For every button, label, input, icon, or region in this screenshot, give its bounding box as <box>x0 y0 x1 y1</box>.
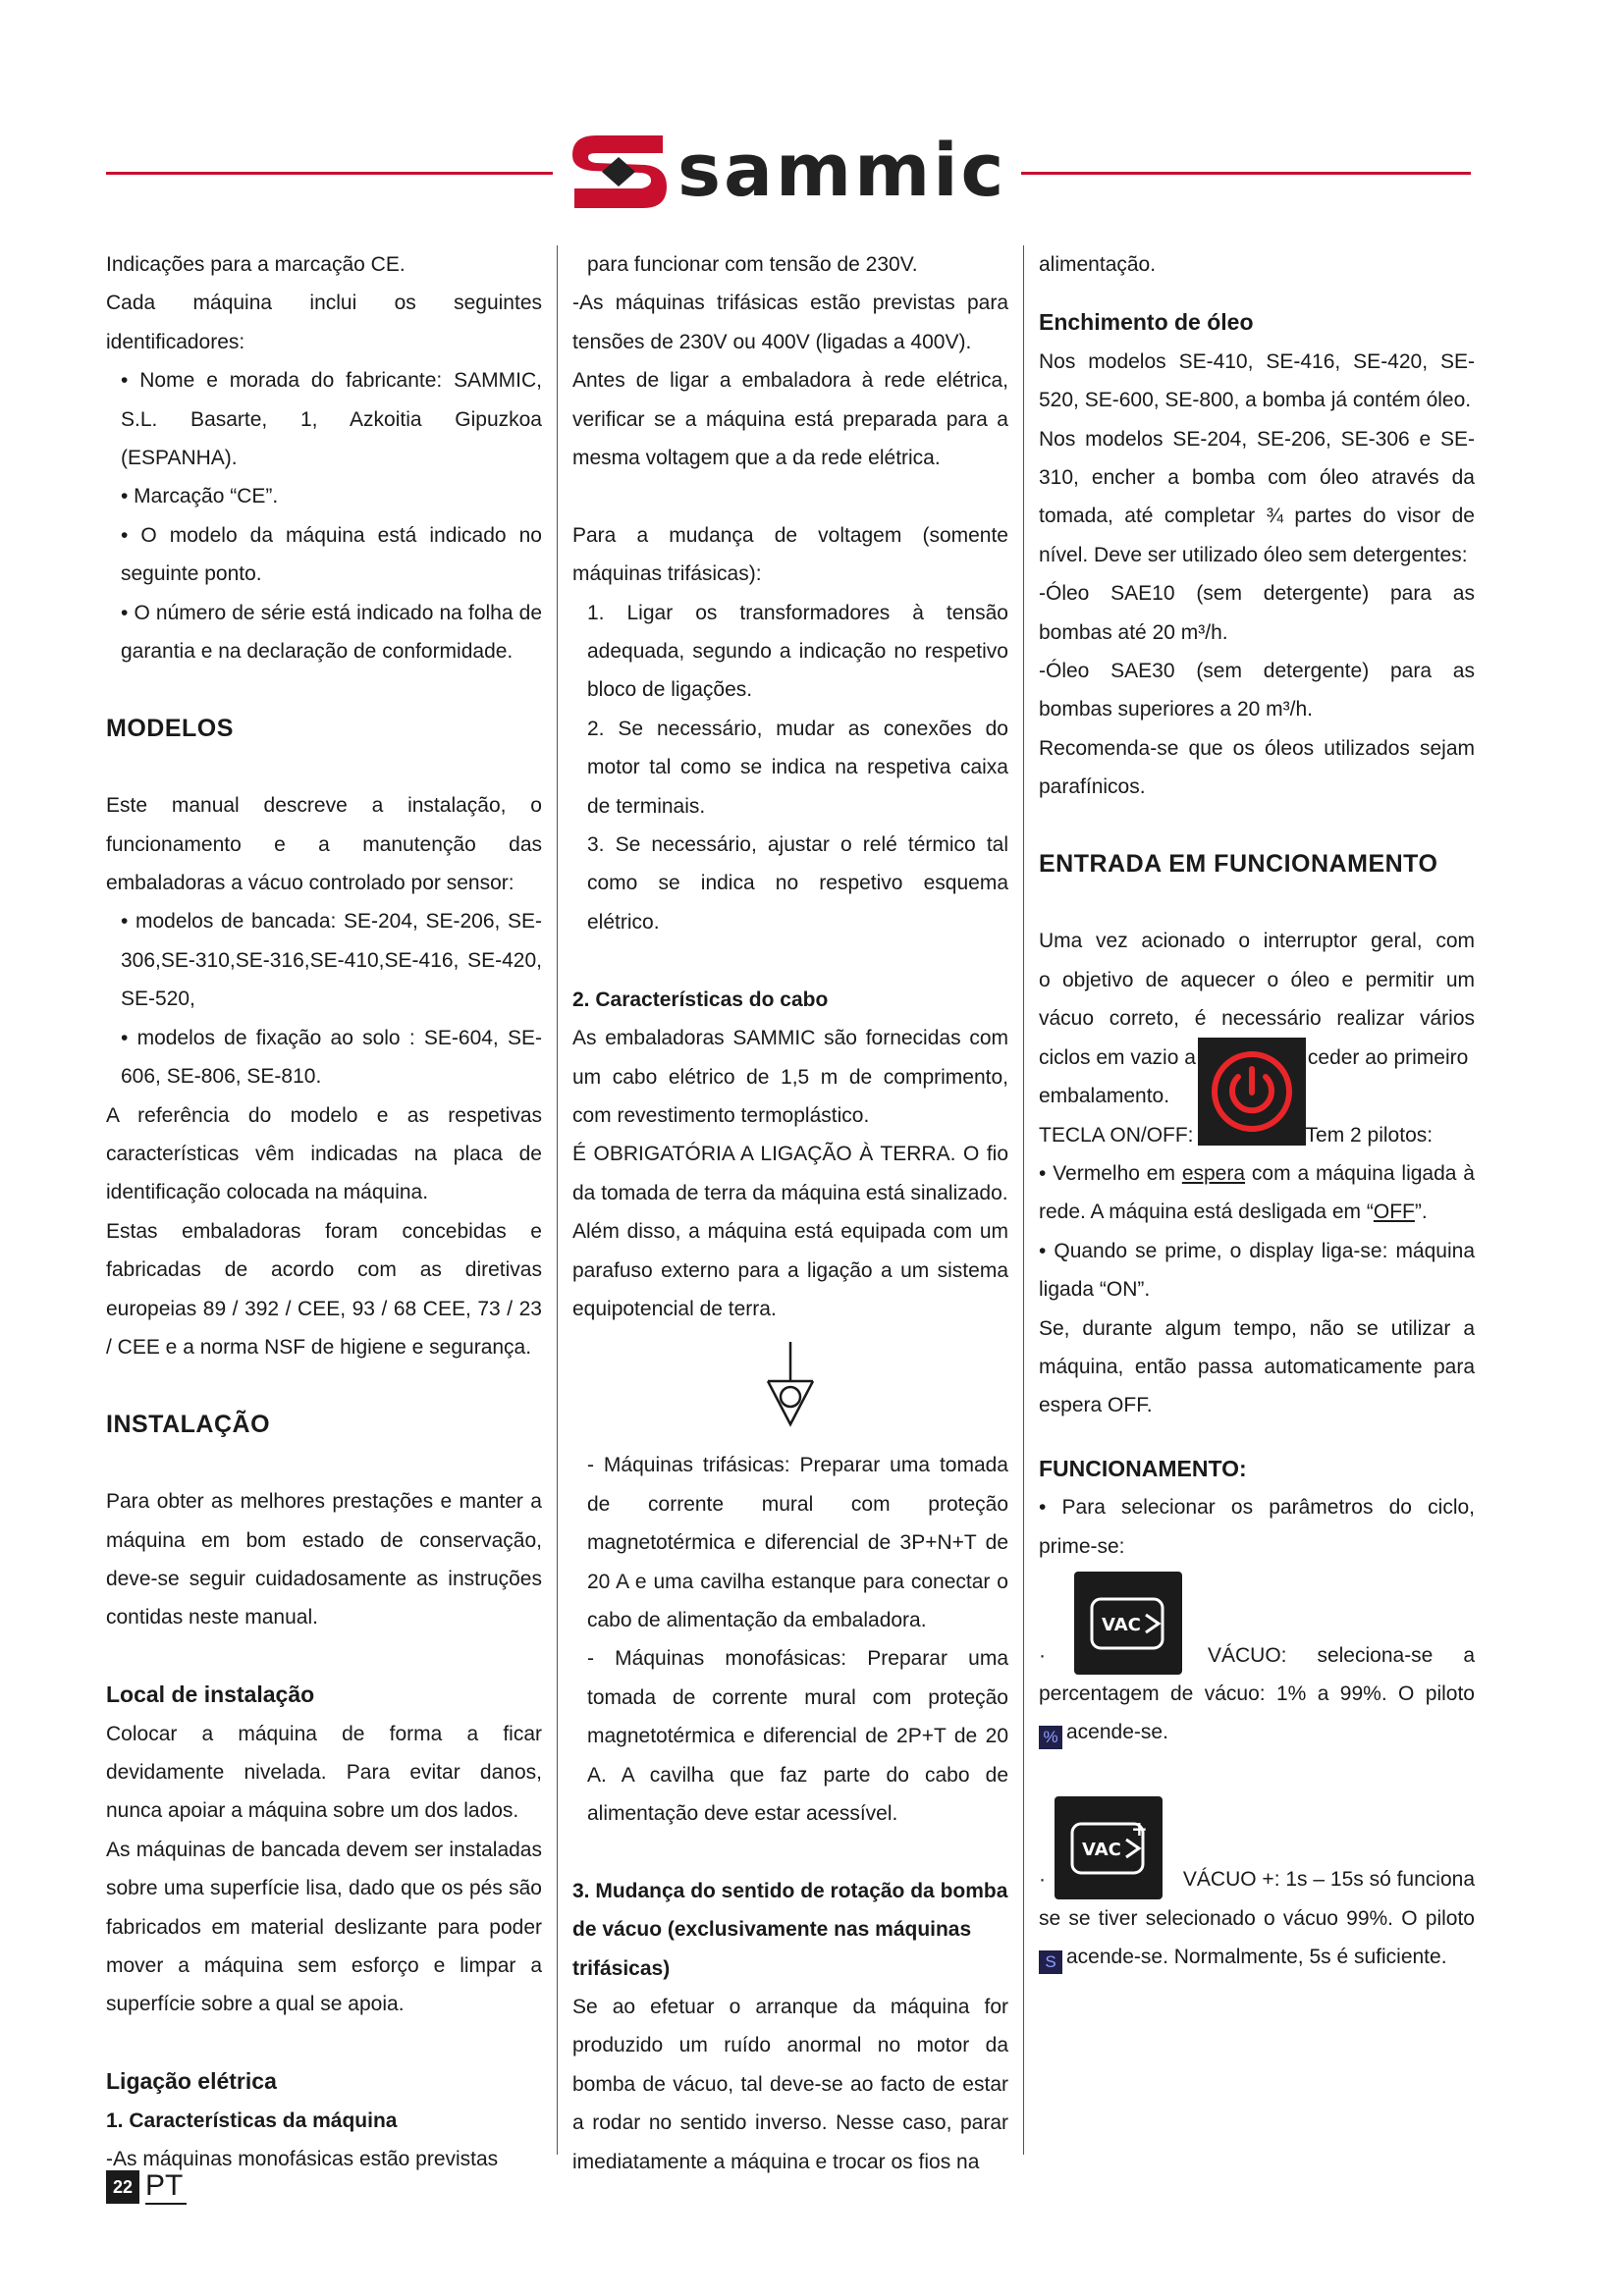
on-off-key-text: TECLA ON/OFF: Tem 2 pilotos: <box>1039 1123 1434 1147</box>
equipotential-ground-icon <box>756 1342 825 1432</box>
oil-sae30: -Óleo SAE30 (sem detergente) para as bombas superiores a 20 m³/h. <box>1039 660 1475 721</box>
ce-intro-text: Cada máquina inclui os seguintes identificadores: <box>106 292 542 353</box>
voltage-step: 1. Ligar os transformadores à tensão adequada, segundo a indicação no respetivo bloco de ligações. <box>587 601 1008 702</box>
oil-heading: Enchimento de óleo <box>1039 309 1254 336</box>
location-text: As máquinas de bancada devem ser instaladas sobre uma superfície lisa, dado que os pés são fabricados em material deslizante para poder mover a máquina sem esforço e limpar a superfície sobre a qual se apoia. <box>106 1838 542 2016</box>
equipotential-text: Além disso, a máquina está equipada com um parafuso externo para a ligação a um sistema equipotencial de terra. <box>572 1220 1008 1320</box>
brand-wordmark: sammic <box>677 129 1007 213</box>
language-code: PT <box>145 2169 187 2205</box>
startup-text: Uma vez acionado o interruptor geral, com <box>1039 930 1475 953</box>
vacuum-plus-key-icon <box>1055 1796 1163 1899</box>
cable-heading: 2. Características do cabo <box>572 988 829 1011</box>
idle-text: Se, durante algum tempo, não se utilizar a máquina, então passa automaticamente para espera OFF. <box>1039 1316 1475 1417</box>
installation-text: Para obter as melhores prestações e manter a máquina em bom estado de conservação, deve-se seguir cuidadosamente as instruções contidas neste manual. <box>106 1490 542 1629</box>
standby-text: • Vermelho em espera com a máquina ligada à rede. A máquina está desligada em “OFF”. <box>1039 1161 1475 1224</box>
voltage-step: 2. Se necessário, mudar as conexões do motor tal como se indica na respetiva caixa de terminais. <box>587 717 1008 818</box>
page-footer <box>106 2167 187 2207</box>
ce-bullet: • Marcação “CE”. <box>121 485 279 508</box>
startup-text: vácuo correto, é necessário realizar vários <box>1039 1007 1475 1031</box>
page-number: 22 <box>106 2170 139 2204</box>
press-text: • Quando se prime, o display liga-se: máquina ligada “ON”. <box>1039 1239 1475 1302</box>
vacuum-key-icon <box>1074 1572 1182 1675</box>
startup-text: o objetivo de aquecer o óleo e permitir um <box>1039 968 1475 991</box>
rotation-heading: 3. Mudança do sentido de rotação da bomba de vácuo (exclusivamente nas máquinas trifásicas) <box>572 1879 1008 1980</box>
ce-bullet: • O modelo da máquina está indicado no seguinte ponto. <box>121 523 542 586</box>
single-phase-text: - Máquinas monofásicas: Preparar uma tomada de corrente mural com proteção magnetotérmica e diferencial de 2P+T de 20 A. A cavilha que faz parte do cabo de alimentação deve estar acessível. <box>587 1647 1008 1825</box>
operation-text: • Para selecionar os parâmetros do ciclo, prime-se: <box>1039 1496 1475 1558</box>
earth-text: É OBRIGATÓRIA A LIGAÇÃO À TERRA. O fio da tomada de terra da máquina está sinalizado. <box>572 1143 1008 1204</box>
installation-heading: INSTALAÇÃO <box>106 1410 271 1438</box>
voltage-text: Antes de ligar a embaladora à rede elétrica, verificar se a máquina está preparada para a mesma voltagem que a da rede elétrica. <box>572 369 1008 470</box>
cable-text: As embaladoras SAMMIC são fornecidas com um cabo elétrico de 1,5 m de comprimento, com revestimento termoplástico. <box>572 1027 1008 1127</box>
voltage-text: -As máquinas trifásicas estão previstas para tensões de 230V ou 400V (ligadas a 400V). <box>572 292 1008 353</box>
location-text: Colocar a máquina de forma a ficar devidamente nivelada. Para evitar danos, nunca apoiar a máquina sobre um dos lados. <box>106 1722 542 1823</box>
column-1 <box>106 245 542 2178</box>
header-rule-right <box>1021 172 1471 175</box>
vacuum-plus-indicator-text: S acende-se. Normalmente, 5s é suficiente. <box>1039 1938 1475 1976</box>
column-3 <box>1039 245 1475 1977</box>
svg-text:VAC: VAC <box>1082 1839 1121 1860</box>
vacuum-text: percentagem de vácuo: 1% a 99%. O piloto <box>1039 1682 1475 1705</box>
voltage-text: para funcionar com tensão de 230V. <box>587 253 918 276</box>
models-list-item: • modelos de bancada: SE-204, SE-206, SE-306,SE-310,SE-316,SE-410,SE-416, SE-420, SE-520, <box>121 910 542 1011</box>
vacuum-plus-text: se se tiver selecionado o vácuo 99%. O piloto <box>1039 1906 1475 1930</box>
models-heading: MODELOS <box>106 714 234 742</box>
oil-text: Nos modelos SE-410, SE-416, SE-420, SE-520, SE-600, SE-800, a bomba já contém óleo. <box>1039 349 1475 412</box>
location-heading: Local de instalação <box>106 1682 315 1708</box>
percent-indicator-icon: % <box>1039 1726 1062 1749</box>
startup-text: embalamento. <box>1039 1085 1170 1108</box>
electrical-heading: Ligação elétrica <box>106 2068 277 2095</box>
models-intro: Este manual descreve a instalação, o funcionamento e a manutenção das embaladoras a vácuo controlado por sensor: <box>106 794 542 895</box>
sammic-logo <box>565 128 1011 216</box>
rotation-text: Se ao efetuar o arranque da máquina for produzido um ruído anormal no motor da bomba de vácuo, tal deve-se ao facto de estar a rodar no sentido inverso. Nesse caso, parar imediatamente a máquina e trocar os fios na <box>572 1996 1008 2173</box>
voltage-change-intro: Para a mudança de voltagem (somente máquinas trifásicas): <box>572 523 1008 586</box>
s-indicator-icon: S <box>1039 1950 1062 1974</box>
models-eu-directives: Estas embaladoras foram concebidas e fabricadas de acordo com as diretivas europeias 89 / 392 / CEE, 93 / 68 CEE, 73 / 23 / CEE e a norma NSF de higiene e segurança. <box>106 1219 542 1359</box>
vacuum-plus-key-row: · VAC + VÁCUO +: 1s – 15s só funciona <box>1039 1796 1475 1899</box>
voltage-step: 3. Se necessário, ajustar o relé térmico tal como se indica no respetivo esquema elétrico. <box>587 833 1008 934</box>
sammic-s-emblem-icon <box>565 128 673 216</box>
ce-intro-title: Indicações para a marcação CE. <box>106 253 406 276</box>
vacuum-indicator-text: % acende-se. <box>1039 1713 1475 1751</box>
header-rule-left <box>106 172 553 175</box>
startup-heading: ENTRADA EM FUNCIONAMENTO <box>1039 850 1438 879</box>
svg-text:+: + <box>1131 1816 1148 1841</box>
models-reference: A referência do modelo e as respetivas características vêm indicadas na placa de identificação colocada na máquina. <box>106 1103 542 1204</box>
column-divider <box>557 245 558 2155</box>
models-list-item: • modelos de fixação ao solo : SE-604, SE-606, SE-806, SE-810. <box>121 1026 542 1089</box>
machine-characteristics-heading: 1. Características da máquina <box>106 2109 398 2132</box>
oil-sae10: -Óleo SAE10 (sem detergente) para as bombas até 20 m³/h. <box>1039 582 1475 644</box>
svg-text:VAC: VAC <box>1102 1614 1141 1635</box>
electrical-text: -As máquinas monofásicas estão previstas <box>106 2148 499 2171</box>
startup-text: ciclos em vazio a ceder ao primeiro <box>1039 1045 1469 1069</box>
ce-bullet: • Nome e morada do fabricante: SAMMIC, S.L. Basarte, 1, Azkoitia Gipuzkoa (ESPANHA). <box>121 369 542 470</box>
ce-bullet: • O número de série está indicado na folha de garantia e na declaração de conformidade. <box>121 601 542 664</box>
operation-heading: FUNCIONAMENTO: <box>1039 1455 1247 1481</box>
power-icon <box>1198 1038 1306 1146</box>
column-divider <box>1023 245 1024 2155</box>
three-phase-text: - Máquinas trifásicas: Preparar uma tomada de corrente mural com proteção magnetotérmica e diferencial de 3P+N+T de 20 A e uma cavilha estanque para conectar o cabo de alimentação da embaladora. <box>587 1454 1008 1631</box>
startup-block <box>1039 922 1475 1153</box>
oil-text: Nos modelos SE-204, SE-206, SE-306 e SE-310, encher a bomba com óleo através da tomada, até completar ¾ partes do visor de nível. Deve ser utilizado óleo sem detergentes: <box>1039 427 1475 566</box>
column-2 <box>572 245 1008 2181</box>
supply-text: alimentação. <box>1039 253 1157 276</box>
oil-recommendation: Recomenda-se que os óleos utilizados sejam parafínicos. <box>1039 736 1475 799</box>
vacuum-key-row: · VAC VÁCUO: seleciona-se a <box>1039 1572 1475 1675</box>
